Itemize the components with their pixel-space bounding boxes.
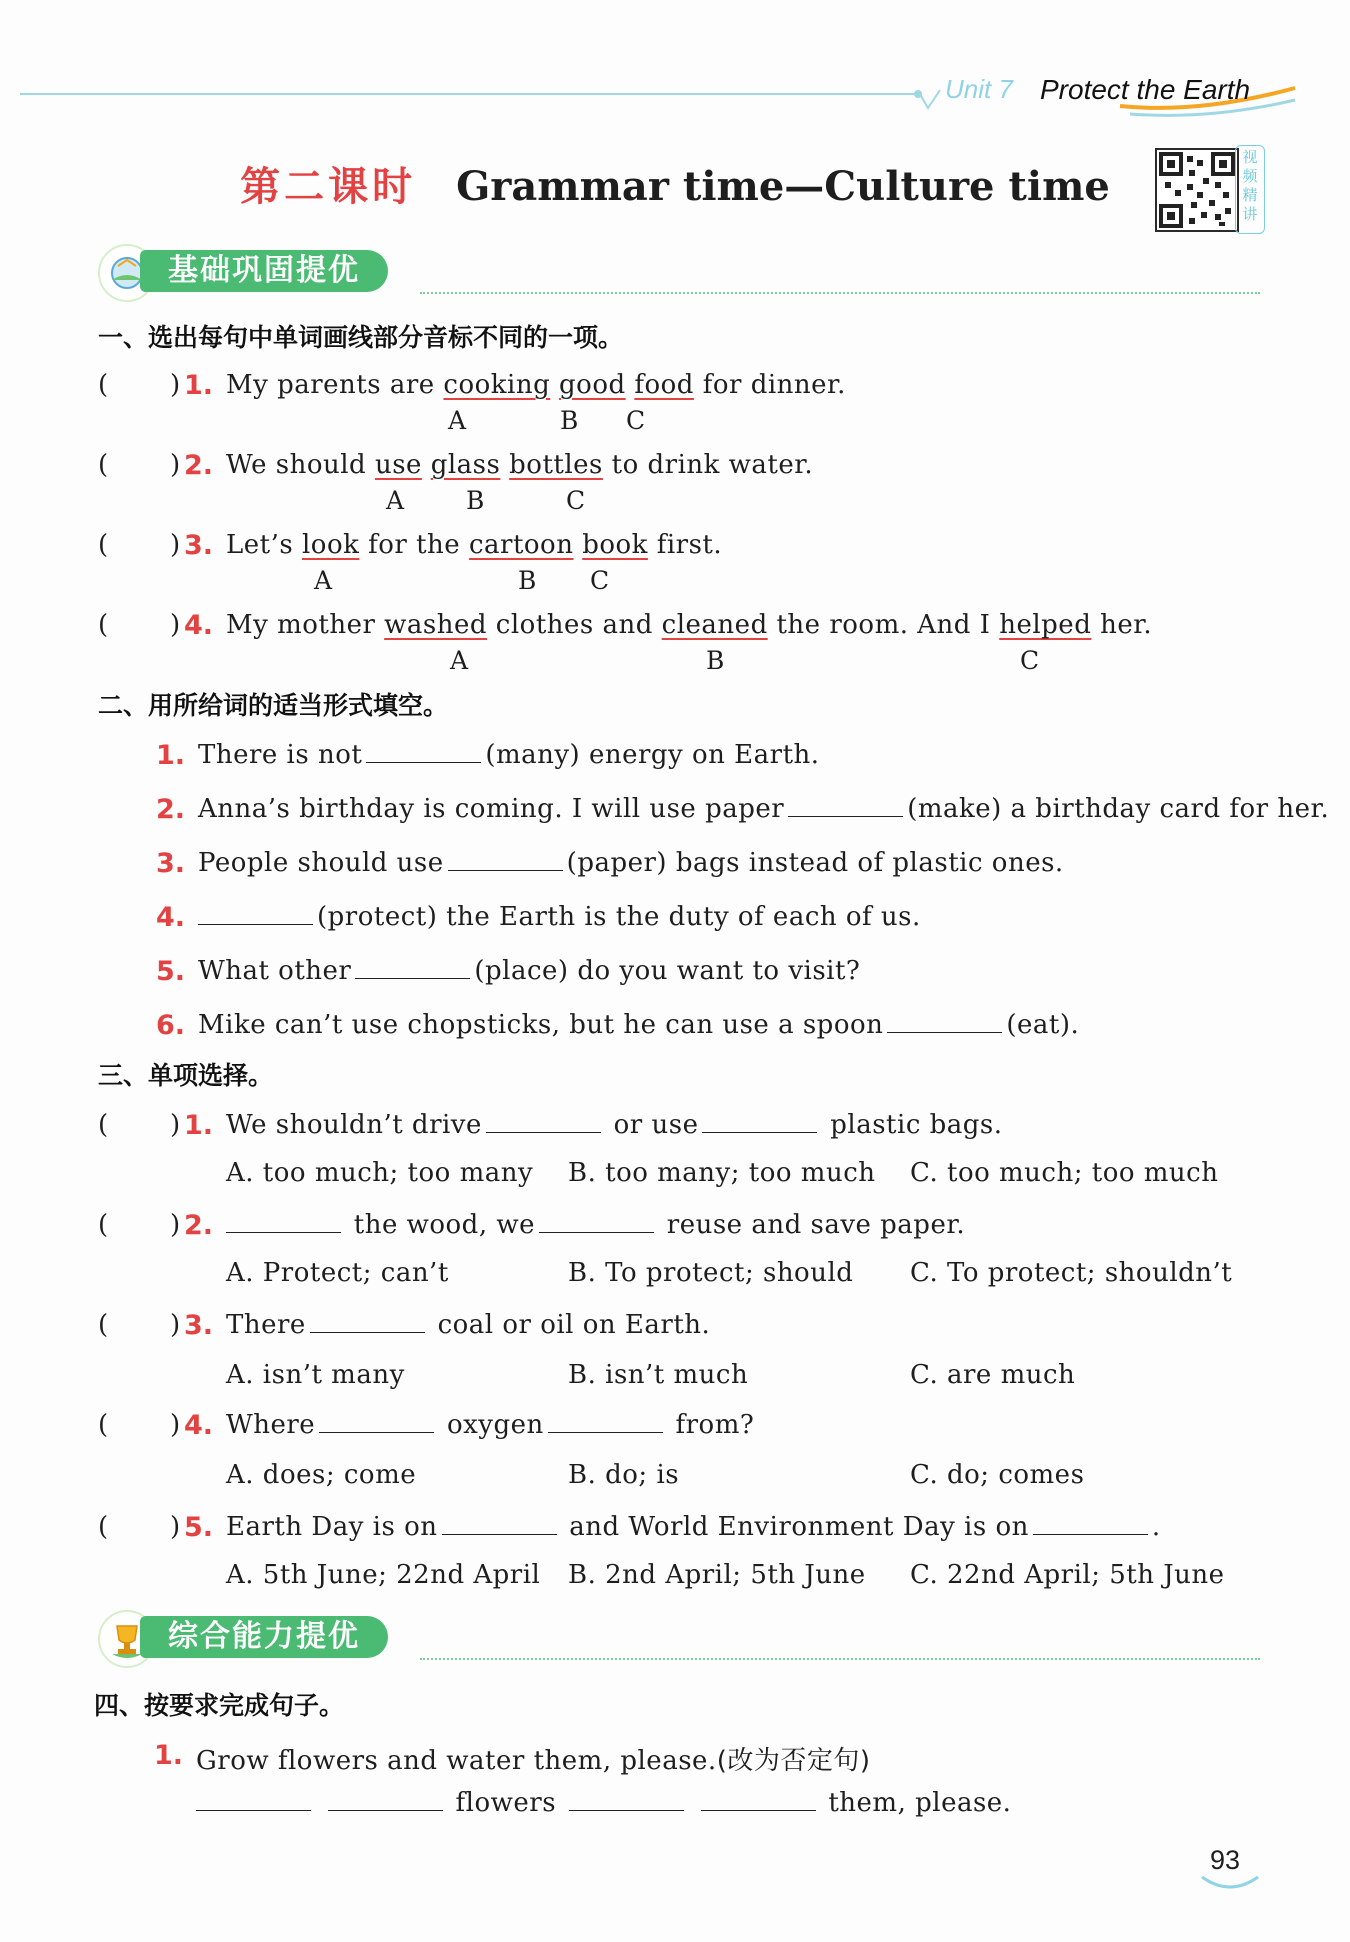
fill-in-sentence	[198, 956, 860, 986]
option-c[interactable]: C. too much; too much	[910, 1158, 1219, 1188]
qr-side-char: 频	[1242, 167, 1258, 185]
option-a[interactable]: A. too much; too many	[226, 1158, 534, 1188]
question-sentence	[226, 450, 813, 480]
answer-blank[interactable]	[539, 1210, 654, 1233]
answer-paren-close[interactable]: )	[170, 1512, 181, 1542]
text: There	[226, 1310, 306, 1340]
answer-paren-close[interactable]: )	[170, 450, 181, 480]
underlined-word: cleaned	[661, 610, 768, 640]
text	[550, 370, 559, 400]
section-banner-advanced: 综合能力提优	[140, 1616, 388, 1658]
option-b[interactable]: B. 2nd April; 5th June	[568, 1560, 866, 1590]
answer-blank[interactable]	[702, 1110, 817, 1133]
fill-in-sentence	[198, 794, 1329, 824]
text	[422, 450, 431, 480]
text: Mike can’t use chopsticks, but he can use a spoon	[198, 1010, 884, 1040]
text: My mother	[226, 610, 385, 640]
part1-heading: 一、选出每句中单词画线部分音标不同的一项。	[98, 323, 624, 352]
fill-in-sentence	[194, 902, 921, 932]
underlined-word: bottles	[509, 450, 603, 480]
answer-blank[interactable]	[310, 1310, 425, 1333]
choice-letter: A	[448, 406, 467, 435]
question-number: 3.	[184, 1310, 214, 1341]
question-sentence	[226, 530, 722, 560]
text: for the	[359, 530, 469, 560]
choice-letter: C	[1020, 646, 1040, 675]
choice-letter: A	[450, 646, 469, 675]
answer-paren-open: (	[98, 450, 109, 480]
underlined-word: cartoon	[468, 530, 574, 560]
text: the wood, we	[353, 1210, 535, 1240]
answer-paren-close[interactable]: )	[170, 1110, 181, 1140]
question-number: 2.	[184, 1210, 214, 1241]
text: Anna’s birthday is coming. I will use paper	[198, 794, 785, 824]
underlined-word: food	[634, 370, 694, 400]
mc-question-stem	[226, 1512, 1161, 1542]
choice-letter: C	[566, 486, 586, 515]
page-number-decoration	[1200, 1873, 1260, 1893]
text: There is not	[198, 740, 363, 770]
page-number: 93	[1210, 1845, 1241, 1875]
text: Earth Day is on	[226, 1512, 438, 1542]
qr-side-char: 讲	[1242, 205, 1258, 223]
text: (paper) bags instead of plastic ones.	[566, 848, 1064, 878]
answer-blank[interactable]	[319, 1410, 434, 1433]
text: to drink water.	[602, 450, 814, 480]
answer-paren-close[interactable]: )	[170, 1210, 181, 1240]
transform-sentence	[196, 1740, 870, 1777]
underlined-word: cooking	[443, 370, 551, 400]
answer-blank[interactable]	[569, 1788, 684, 1811]
lesson-title-en: Grammar time—Culture time	[456, 163, 1110, 210]
answer-blank[interactable]	[366, 740, 481, 763]
question-number: 4.	[184, 610, 214, 641]
instruction-note: (改为否定句)	[716, 1746, 871, 1776]
question-number: 1.	[184, 1110, 214, 1141]
item-number: 4.	[156, 902, 186, 933]
answer-blank[interactable]	[355, 956, 470, 979]
text: What other	[198, 956, 352, 986]
text: her.	[1091, 610, 1153, 640]
answer-paren-open: (	[98, 1310, 109, 1340]
answer-paren-close[interactable]: )	[170, 370, 181, 400]
question-number: 5.	[184, 1512, 214, 1543]
option-a[interactable]: A. 5th June; 22nd April	[226, 1560, 541, 1590]
lesson-title-cn: 第二课时	[240, 164, 417, 210]
qr-code-icon[interactable]	[1155, 148, 1239, 232]
text: We shouldn’t drive	[226, 1110, 482, 1140]
answer-blank[interactable]	[701, 1788, 816, 1811]
text: (eat).	[1006, 1010, 1080, 1040]
text: first.	[647, 530, 723, 560]
choice-letter: B	[560, 406, 579, 435]
answer-blank[interactable]	[887, 1010, 1002, 1033]
text: Let’s	[226, 530, 302, 560]
text: the room. And I	[767, 610, 1000, 640]
option-b[interactable]: B. To protect; should	[568, 1258, 854, 1288]
text: (many) energy on Earth.	[485, 740, 820, 770]
answer-blank[interactable]	[788, 794, 903, 817]
text: Grow flowers and water them, please.	[196, 1746, 717, 1776]
section-divider	[420, 292, 1260, 294]
item-number: 5.	[156, 956, 186, 987]
item-number: 2.	[156, 794, 186, 825]
answer-paren-close[interactable]: )	[170, 530, 181, 560]
text: for dinner.	[693, 370, 846, 400]
text: (place) do you want to visit?	[474, 956, 861, 986]
text: We should	[226, 450, 375, 480]
underlined-word: good	[559, 370, 626, 400]
text: reuse and save paper.	[666, 1210, 966, 1240]
underlined-word: book	[582, 530, 648, 560]
underlined-word: look	[301, 530, 360, 560]
unit-title: Protect the Earth	[1040, 74, 1251, 105]
question-number: 4.	[184, 1410, 214, 1441]
lesson-title	[0, 155, 1350, 212]
text: oxygen	[446, 1410, 544, 1440]
question-number: 3.	[184, 530, 214, 561]
answer-paren-open: (	[98, 370, 109, 400]
answer-blank[interactable]	[486, 1110, 601, 1133]
answer-blank[interactable]	[226, 1210, 341, 1233]
section-banner-basic: 基础巩固提优	[140, 250, 388, 292]
video-lecture-label	[1235, 145, 1265, 234]
option-a[interactable]: A. does; come	[226, 1460, 417, 1490]
answer-blank[interactable]	[1033, 1512, 1148, 1535]
text: .	[1151, 1512, 1161, 1542]
mc-question-stem	[226, 1110, 1003, 1140]
text	[573, 530, 582, 560]
answer-blank[interactable]	[442, 1512, 557, 1535]
option-b[interactable]: B. too many; too much	[568, 1158, 876, 1188]
section-divider	[420, 1658, 1260, 1660]
answer-blank[interactable]	[548, 1410, 663, 1433]
text: (protect) the Earth is the duty of each of us.	[317, 902, 921, 932]
item-number: 6.	[156, 1010, 186, 1041]
option-a[interactable]: A. Protect; can’t	[226, 1258, 449, 1288]
header-rule	[20, 93, 920, 95]
choice-letter: C	[590, 566, 610, 595]
text: People should use	[198, 848, 444, 878]
option-c[interactable]: C. are much	[910, 1360, 1076, 1390]
choice-letter: B	[706, 646, 725, 675]
answer-paren-open: (	[98, 1512, 109, 1542]
answer-blank[interactable]	[448, 848, 563, 871]
question-sentence	[226, 370, 846, 400]
question-number: 2.	[184, 450, 214, 481]
choice-letter: A	[386, 486, 405, 515]
underlined-word: use	[374, 450, 422, 480]
option-c[interactable]: C. 22nd April; 5th June	[910, 1560, 1225, 1590]
answer-paren-open: (	[98, 1110, 109, 1140]
answer-paren-close[interactable]: )	[170, 1410, 181, 1440]
mc-question-stem	[226, 1410, 754, 1440]
choice-letter: B	[518, 566, 537, 595]
text: them, please.	[828, 1788, 1012, 1818]
part4-heading: 四、按要求完成句子。	[94, 1691, 345, 1720]
text: flowers	[455, 1788, 557, 1818]
item-number: 3.	[156, 848, 186, 879]
text: from?	[675, 1410, 755, 1440]
answer-paren-open: (	[98, 530, 109, 560]
text: and World Environment Day is on	[569, 1512, 1029, 1542]
underlined-word: helped	[999, 610, 1092, 640]
unit-label: Unit 7	[945, 74, 1013, 104]
option-c[interactable]: C. do; comes	[910, 1460, 1085, 1490]
qr-side-char: 视	[1242, 148, 1258, 166]
question-number: 1.	[184, 370, 214, 401]
text: plastic bags.	[830, 1110, 1003, 1140]
fill-in-sentence	[198, 848, 1064, 878]
answer-paren-open: (	[98, 610, 109, 640]
text: clothes and	[487, 610, 662, 640]
text: My parents are	[226, 370, 444, 400]
option-a[interactable]: A. isn’t many	[226, 1360, 405, 1390]
option-c[interactable]: C. To protect; shouldn’t	[910, 1258, 1233, 1288]
underlined-word: washed	[384, 610, 488, 640]
text: Where	[226, 1410, 316, 1440]
item-number: 1.	[154, 1740, 184, 1771]
text	[500, 450, 509, 480]
choice-letter: A	[314, 566, 333, 595]
answer-blank[interactable]	[328, 1788, 443, 1811]
mc-question-stem	[226, 1310, 710, 1340]
answer-paren-open: (	[98, 1210, 109, 1240]
choice-letter: C	[626, 406, 646, 435]
answer-paren-close[interactable]: )	[170, 610, 181, 640]
part3-heading: 三、单项选择。	[98, 1061, 274, 1090]
option-b[interactable]: B. do; is	[568, 1460, 680, 1490]
option-b[interactable]: B. isn’t much	[568, 1360, 749, 1390]
fill-in-sentence	[198, 1010, 1079, 1040]
question-sentence	[226, 610, 1152, 640]
choice-letter: B	[466, 486, 485, 515]
part2-heading: 二、用所给词的适当形式填空。	[98, 691, 449, 720]
underlined-word: glass	[430, 450, 501, 480]
answer-paren-close[interactable]: )	[170, 1310, 181, 1340]
text: or use	[613, 1110, 699, 1140]
answer-paren-open: (	[98, 1410, 109, 1440]
item-number: 1.	[156, 740, 186, 771]
answer-line	[192, 1788, 1011, 1818]
mc-question-stem	[222, 1210, 965, 1240]
answer-blank[interactable]	[196, 1788, 311, 1811]
qr-side-char: 精	[1242, 186, 1258, 204]
answer-blank[interactable]	[198, 902, 313, 925]
fill-in-sentence	[198, 740, 820, 770]
text: coal or oil on Earth.	[437, 1310, 711, 1340]
text: (make) a birthday card for her.	[907, 794, 1330, 824]
